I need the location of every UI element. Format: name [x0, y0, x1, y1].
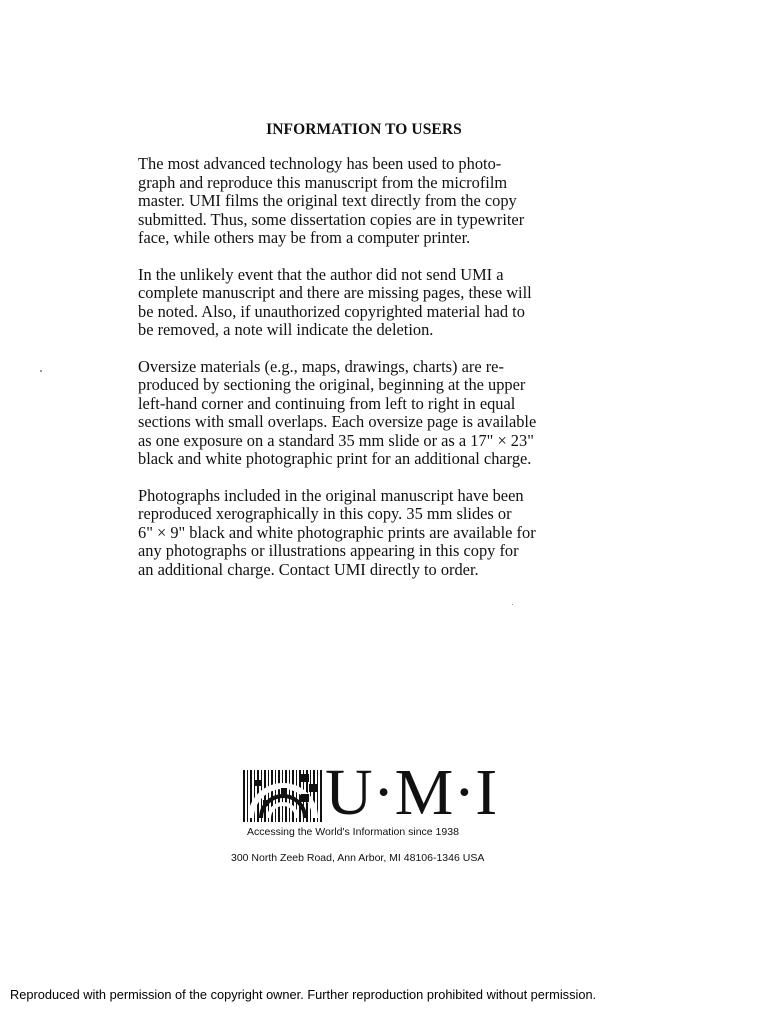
text-line: The most advanced technology has been used to photo- [138, 154, 502, 173]
text-line: complete manuscript and there are missing pages, these will [138, 283, 532, 302]
paragraph-3 [138, 358, 598, 469]
text-line: reproduced xerographically in this copy. 35 mm slides or [138, 504, 512, 523]
text-line: be removed, a note will indicate the deletion. [138, 320, 434, 339]
text-line: sections with small overlaps. Each oversize page is available [138, 412, 537, 431]
paragraph-1 [138, 155, 598, 248]
paragraph-4 [138, 487, 598, 580]
copyright-footer: Reproduced with permission of the copyright owner. Further reproduction prohibited without permission. [10, 987, 597, 1002]
text-line: master. UMI films the original text directly from the copy [138, 191, 517, 210]
body-text [138, 155, 598, 597]
page-title: INFORMATION TO USERS [266, 121, 462, 138]
umi-logo [243, 756, 503, 829]
text-line: any photographs or illustrations appearing in this copy for [138, 541, 519, 560]
umi-wordmark: U·M·I [325, 756, 498, 829]
scan-speck [512, 604, 513, 605]
text-line: graph and reproduce this manuscript from the microfilm [138, 172, 508, 192]
scan-speck [40, 370, 42, 372]
text-line: as one exposure on a standard 35 mm slide or as a 17" × 23" [138, 430, 534, 450]
text-line: Oversize materials (e.g., maps, drawings, charts) are re- [138, 356, 504, 376]
text-line: Photographs included in the original manuscript have been [138, 485, 524, 505]
text-line: black and white photographic print for an additional charge. [138, 449, 532, 468]
text-line: submitted. Thus, some dissertation copies are in typewriter [138, 209, 525, 229]
publisher-address: 300 North Zeeb Road, Ann Arbor, MI 48106-1346 USA [231, 852, 485, 864]
publisher-tagline: Accessing the World's Information since 1938 [247, 826, 459, 838]
text-line: face, while others may be from a computer printer. [138, 228, 471, 247]
text-line: 6" × 9" black and white photographic prints are available for [138, 522, 536, 542]
text-line: produced by sectioning the original, beginning at the upper [138, 375, 526, 394]
text-line: be noted. Also, if unauthorized copyrighted material had to [138, 301, 525, 321]
text-line: an additional charge. Contact UMI directly to order. [138, 559, 479, 579]
text-line: left-hand corner and continuing from left to right in equal [138, 393, 516, 413]
paragraph-2 [138, 266, 598, 340]
text-line: In the unlikely event that the author did not send UMI a [138, 264, 504, 284]
umi-barcode-globe-icon [243, 770, 323, 827]
